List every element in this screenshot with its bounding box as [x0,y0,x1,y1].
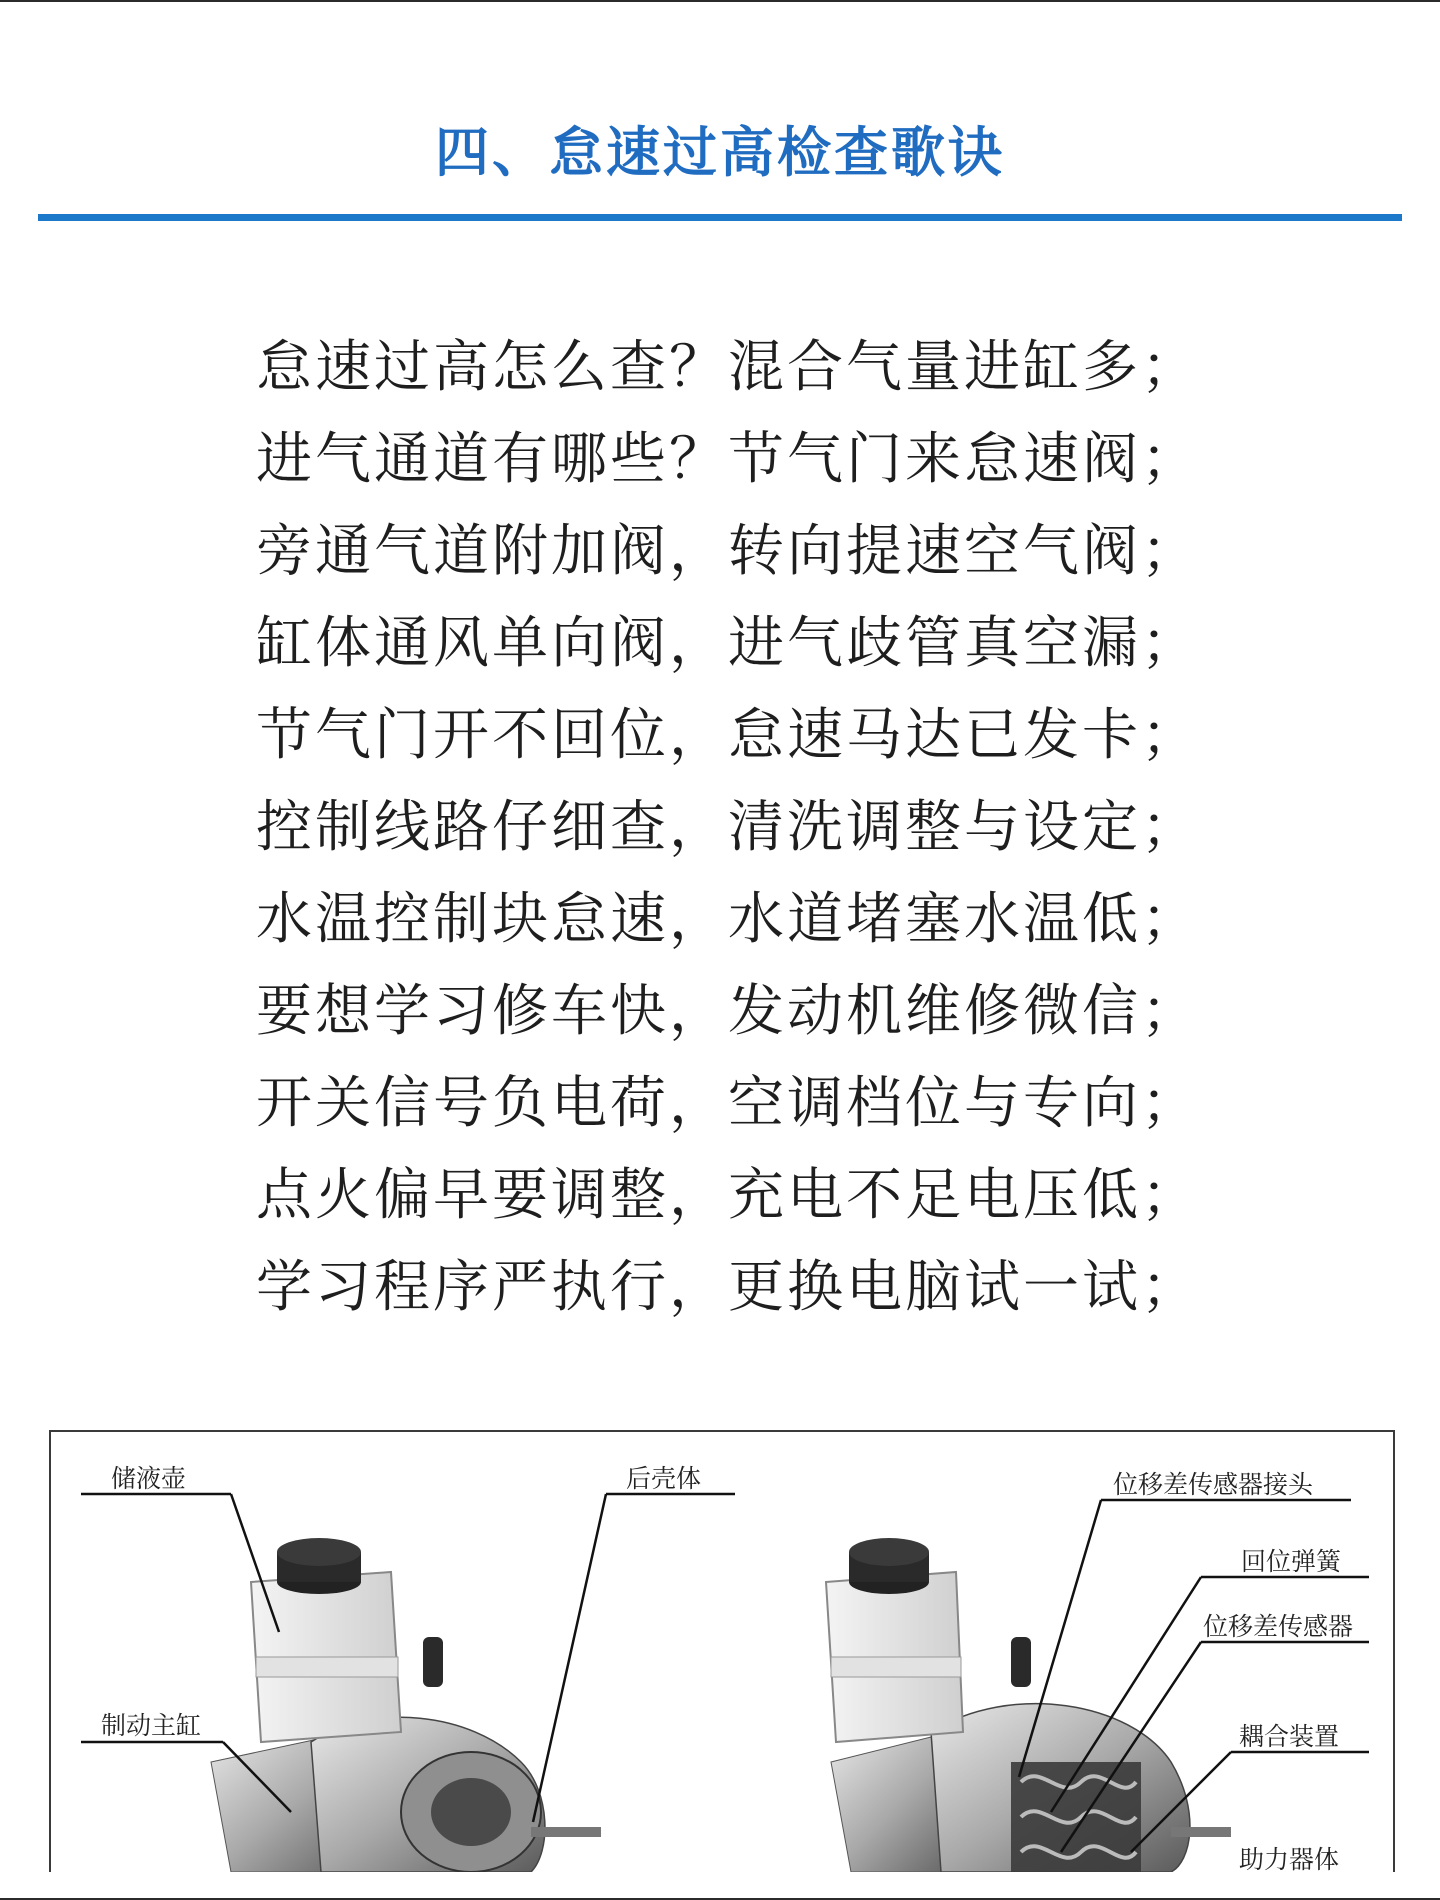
top-border [0,0,1440,2]
poem-line: 缸体通风单向阀，进气歧管真空漏； [256,611,1200,676]
brake-booster-figure [49,1430,1395,1872]
right-booster-drawing [826,1538,1231,1872]
poem-line: 水温控制块怠速，水道堵塞水温低； [256,887,1200,952]
poem-line: 控制线路仔细查，清洗调整与设定； [256,795,1200,860]
brake-booster-illustration [51,1432,1393,1872]
poem-line: 节气门开不回位，怠速马达已发卡； [256,703,1200,768]
label-rear-housing: 后壳体 [626,1464,702,1493]
poem-line: 学习程序严执行，更换电脑试一试； [256,1255,1200,1320]
label-master-cylinder: 制动主缸 [101,1711,202,1740]
label-reservoir: 储液壶 [111,1464,187,1493]
poem-line: 开关信号负电荷，空调档位与专向； [256,1071,1200,1136]
page-title: 四、怠速过高检查歌诀 [435,121,1005,184]
poem-line: 要想学习修车快，发动机维修微信； [256,979,1200,1044]
left-booster-drawing [211,1538,601,1872]
poem-block [256,322,1206,1334]
label-booster-body: 助力器体 [1239,1845,1340,1872]
label-return-spring: 回位弹簧 [1241,1547,1342,1576]
poem-line: 旁通气道附加阀，转向提速空气阀； [256,519,1200,584]
poem-line: 进气通道有哪些？节气门来怠速阀； [256,427,1200,492]
label-sensor: 位移差传感器 [1203,1612,1354,1641]
poem-line: 点火偏早要调整，充电不足电压低； [256,1163,1200,1228]
poem-line: 怠速过高怎么查？混合气量进缸多； [256,335,1200,400]
title-underline [38,214,1402,221]
label-coupling: 耦合装置 [1239,1722,1340,1751]
label-sensor-connector: 位移差传感器接头 [1113,1470,1314,1499]
